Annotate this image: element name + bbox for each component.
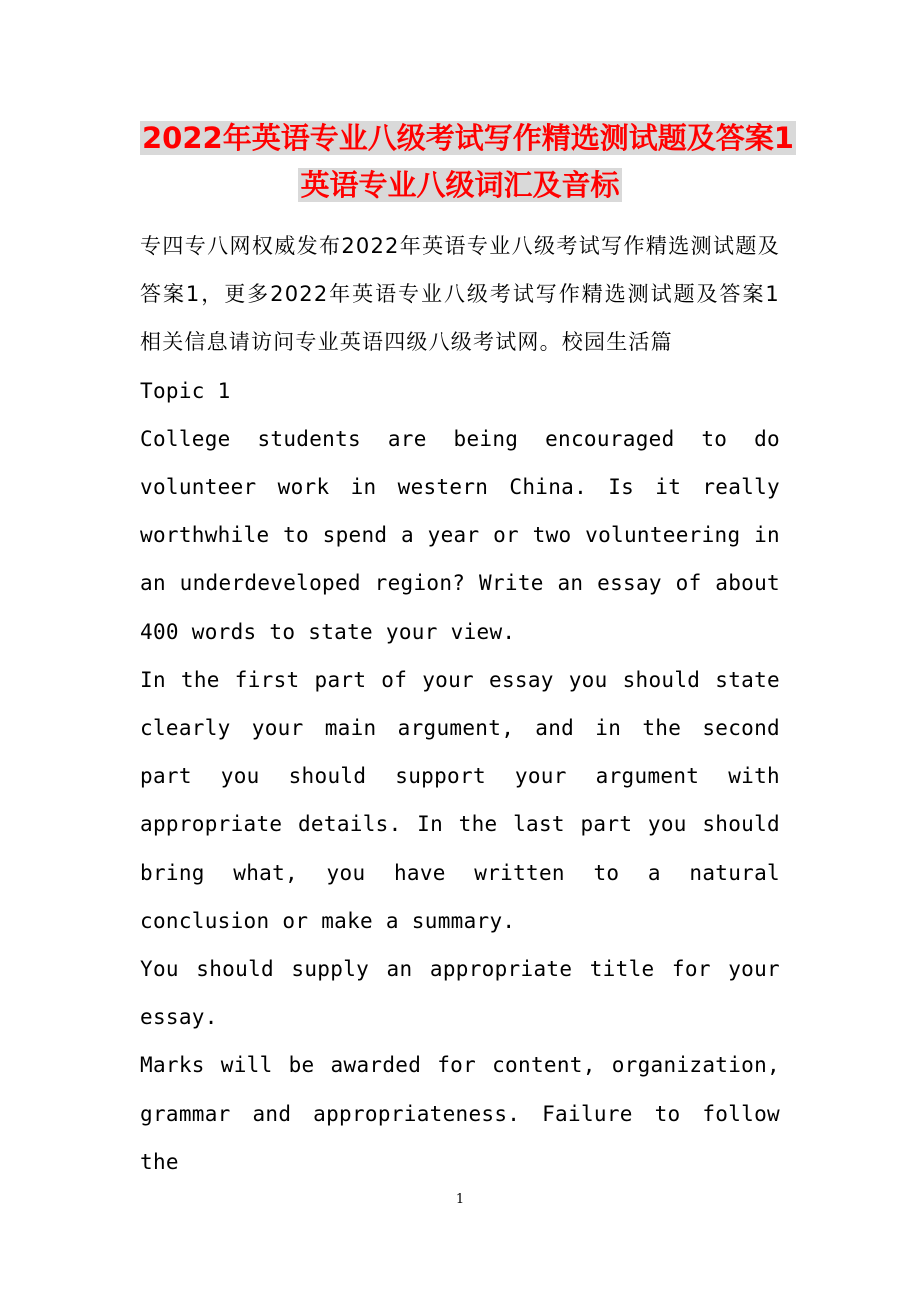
- intro-paragraph: 专四专八网权威发布2022年英语专业八级考试写作精选测试题及答案1，更多2022年英语专业八级考试写作精选测试题及答案1相关信息请访问专业英语四级八级考试网。校园生活篇: [140, 234, 780, 355]
- title-text-2: 英语专业八级词汇及音标: [300, 168, 620, 202]
- document-title-line-1: [140, 116, 794, 160]
- marks-paragraph: Marks will be awarded for content, organization, grammar and appropriateness. Failure to follow the: [140, 1053, 780, 1174]
- topic-heading: Topic 1: [140, 378, 231, 403]
- title-instruction-paragraph: You should supply an appropriate title for your essay.: [140, 957, 780, 1030]
- page-number: 1: [455, 1192, 465, 1207]
- prompt-paragraph: College students are being encouraged to do volunteer work in western China. Is it really worthwhile to spend a year or two volunteering in an underdeveloped region? Write an essay of about 400 words to state your view.: [140, 426, 780, 644]
- document-body: [140, 222, 780, 1186]
- instructions-paragraph: In the first part of your essay you should state clearly your main argument, and in the second part you should support your argument with appropriate details. In the last part you should bring what, you have written to a natural conclusion or make a summary.: [140, 667, 780, 933]
- document-title-line-2: [140, 163, 780, 207]
- title-text-1: 2022年英语专业八级考试写作精选测试题及答案1: [142, 121, 794, 155]
